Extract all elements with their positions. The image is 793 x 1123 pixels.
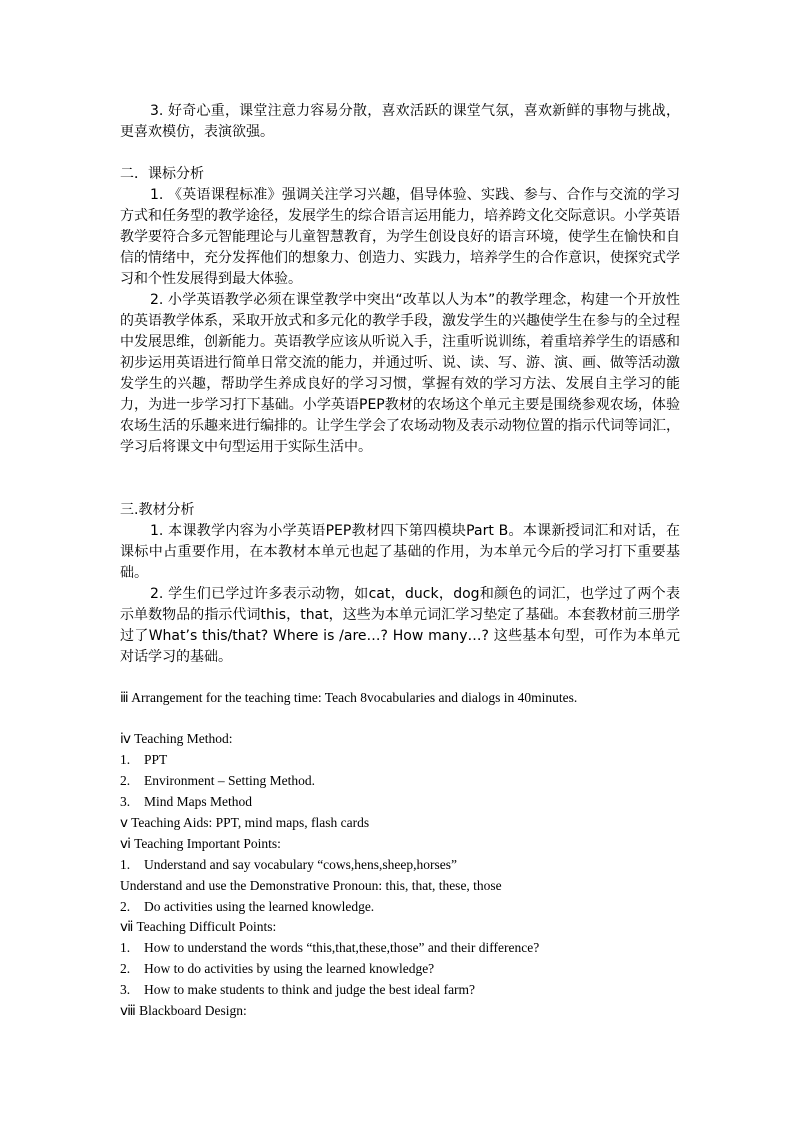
difficult-item-2 [120,959,434,979]
method-item-1-text: PPT [144,752,168,767]
intro-item-3: 3. 好奇心重，课堂注意力容易分散，喜欢活跃的课堂气氛，喜欢新鲜的事物与挑战，更喜欢模仿，表演欲强。 [120,103,680,140]
difficult-item-3-number: 3. [120,982,131,997]
important-item-2 [120,897,374,917]
section2-paragraph-1: 1. 《英语课程标准》强调关注学习兴趣，倡导体验、实践、参与、合作与交流的学习方式和任务型的教学途径，发展学生的综合语言运用能力，培养跨文化交际意识。小学英语教学要符合多元智能理论与儿童智慧教育，为学生创设良好的语言环境，使学生在愉快和自信的情绪中，充分发挥他们的想象力、创造力、实践力，培养学生的合作意识，使探究式学习和个性发展得到最大体验。 [120,187,680,287]
section3-heading: 三.教材分析 [120,502,195,518]
blackboard-design-heading: ⅷ Blackboard Design: [120,1003,247,1018]
important-points-heading: ⅵ Teaching Important Points: [120,836,281,851]
important-item-2-number: 2. [120,899,131,914]
teaching-method-heading: ⅳ Teaching Method: [120,731,233,746]
difficult-item-3 [120,980,475,1000]
important-item-1-number: 1. [120,857,131,872]
section2-heading: 二．课标分析 [120,166,204,182]
section3-paragraph-2: 2. 学生们已学过许多表示动物，如cat，duck，dog和颜色的词汇，也学过了两个表示单数物品的指示代词this，that，这些为本单元词汇学习垫定了基础。本套教材前三册学过了What’s this/that? Where is /are…? How many…? 这些基本句型，可作为本单元对话学习的基础。 [120,586,680,665]
method-item-2-number: 2. [120,773,131,788]
method-item-3-text: Mind Maps Method [144,794,252,809]
teaching-aids-line: ⅴ Teaching Aids: PPT, mind maps, flash cards [120,815,370,830]
section3-paragraph-1: 1. 本课教学内容为小学英语PEP教材四下第四模块Part B。本课新授词汇和对话，在课标中占重要作用，在本教材本单元也起了基础的作用，为本单元今后的学习打下重要基础。 [120,523,680,581]
arrangement-line: ⅲ Arrangement for the teaching time: Teach 8vocabularies and dialogs in 40minutes. [120,690,578,705]
method-item-3-number: 3. [120,794,131,809]
difficult-item-1 [120,938,539,958]
difficult-item-3-text: How to make students to think and judge the best ideal farm? [144,982,476,997]
method-item-2 [120,771,315,791]
difficult-item-1-number: 1. [120,940,131,955]
important-item-1-text: Understand and say vocabulary “cows,hens,sheep,horses” [144,857,458,872]
difficult-item-2-number: 2. [120,961,131,976]
section2-paragraph-2: 2. 小学英语教学必须在课堂教学中突出“改革以人为本”的教学理念，构建一个开放性的英语教学体系，采取开放式和多元化的教学手段，激发学生的兴趣使学生在参与的全过程中发展思维，创新能力。英语教学应该从听说入手，注重听说训练，着重培养学生的语感和初步运用英语进行简单日常交流的能力，并通过听、说、读、写、游、演、画、做等活动激发学生的兴趣，帮助学生养成良好的学习习惯，掌握有效的学习方法、发展自主学习的能力，为进一步学习打下基础。小学英语PEP教材的农场这个单元主要是围绕参观农场，体验农场生活的乐趣来进行编排的。让学生学会了农场动物及表示动物位置的指示代词等词汇，学习后将课文中句型运用于实际生活中。 [120,292,680,455]
method-item-2-text: Environment – Setting Method. [144,773,315,788]
difficult-points-heading: ⅶ Teaching Difficult Points: [120,919,277,934]
important-item-1-continuation: Understand and use the Demonstrative Pronoun: this, that, these, those [120,878,502,893]
difficult-item-1-text: How to understand the words “this,that,these,those” and their difference? [144,940,540,955]
important-item-2-text: Do activities using the learned knowledge. [144,899,375,914]
method-item-3 [120,792,252,812]
method-item-1-number: 1. [120,752,131,767]
method-item-1 [120,750,167,770]
difficult-item-2-text: How to do activities by using the learned knowledge? [144,961,435,976]
important-item-1 [120,855,457,875]
